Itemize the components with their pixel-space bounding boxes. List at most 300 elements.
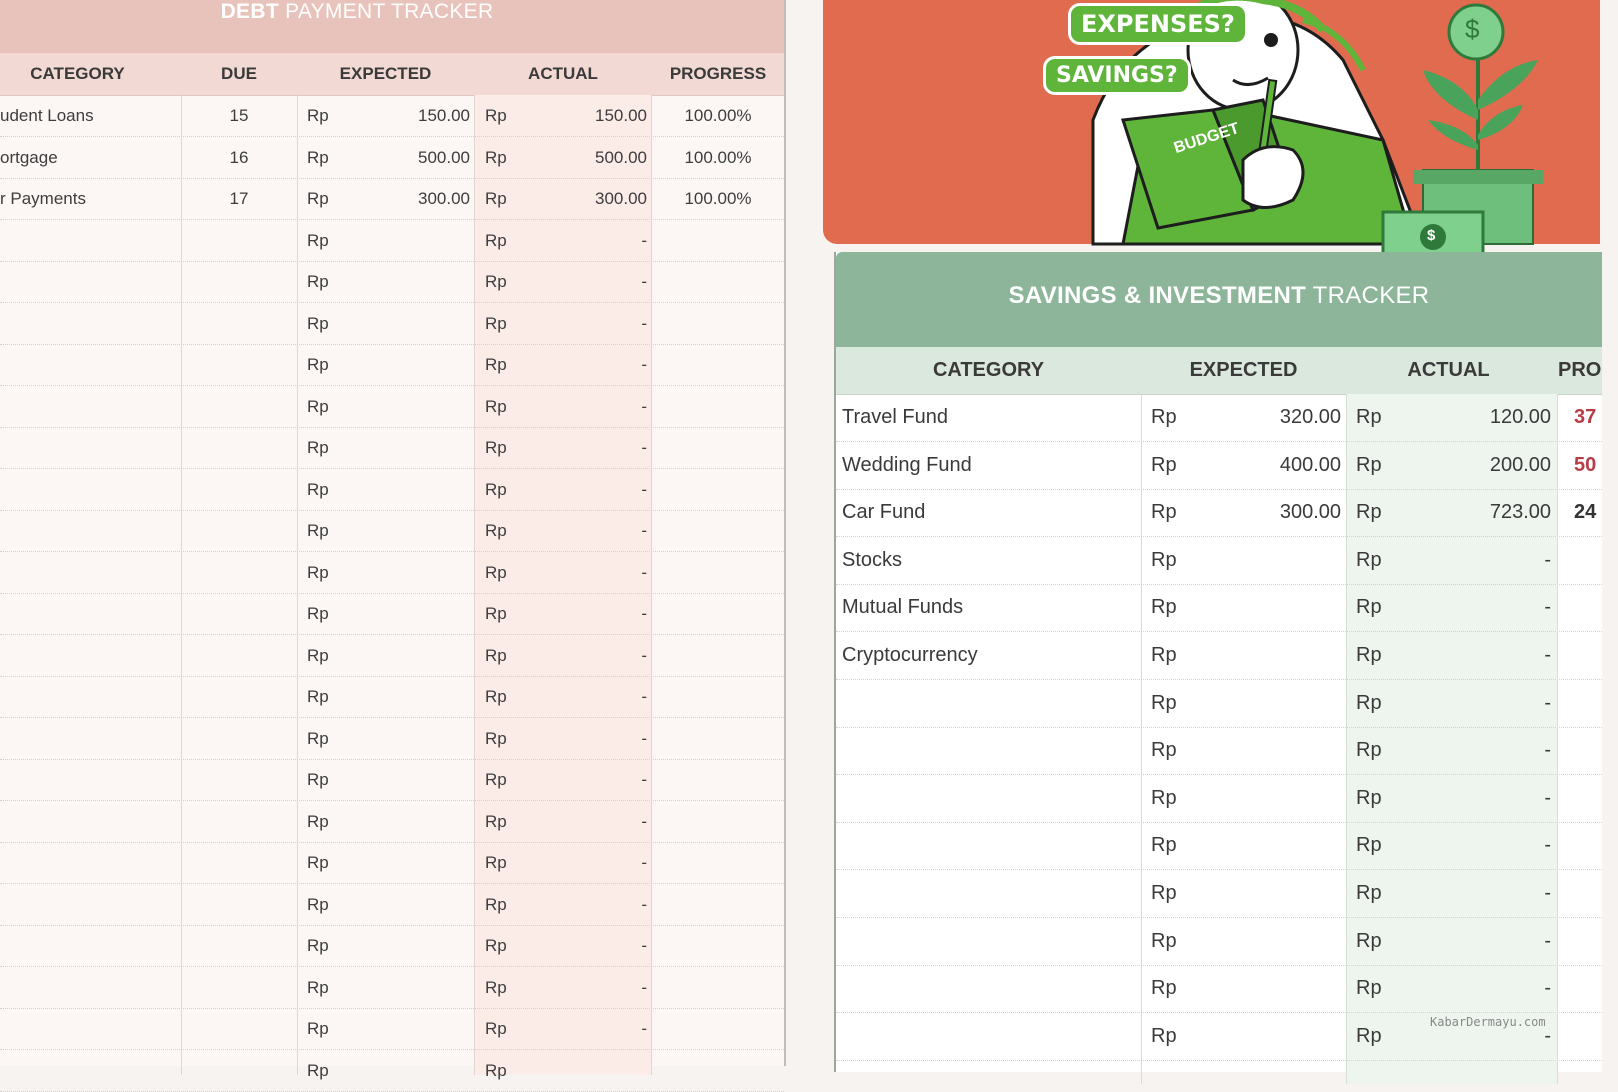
- cell-category[interactable]: [0, 759, 170, 800]
- cell-progress[interactable]: [652, 884, 784, 925]
- cell-expected[interactable]: [330, 261, 470, 302]
- header-due[interactable]: DUE: [221, 64, 257, 83]
- cell-progress[interactable]: [652, 261, 784, 302]
- cell-category[interactable]: [0, 220, 170, 261]
- cell-progress[interactable]: [1574, 1013, 1614, 1060]
- cell-currency[interactable]: Rp: [1356, 882, 1382, 904]
- cell-actual[interactable]: 150.00: [595, 106, 647, 125]
- cell-expected[interactable]: [330, 635, 470, 676]
- cell-progress[interactable]: [652, 386, 784, 427]
- cell-progress[interactable]: [652, 718, 784, 759]
- cell-currency[interactable]: Rp: [307, 396, 329, 416]
- cell-expected[interactable]: [330, 593, 470, 634]
- cell-progress[interactable]: [652, 344, 784, 385]
- cell-due[interactable]: [182, 386, 296, 427]
- cell-currency[interactable]: Rp: [485, 189, 507, 208]
- cell-progress[interactable]: [652, 510, 784, 551]
- cell-expected[interactable]: 300.00: [418, 189, 470, 208]
- cell-actual[interactable]: -: [1544, 929, 1551, 952]
- cell-expected[interactable]: [330, 1050, 470, 1091]
- cell-actual[interactable]: -: [1544, 786, 1551, 809]
- cell-due[interactable]: [182, 718, 296, 759]
- cell-category[interactable]: [0, 925, 170, 966]
- savings-title-rest: TRACKER: [1306, 282, 1430, 309]
- cell-progress[interactable]: [1574, 632, 1614, 679]
- cell-due[interactable]: [182, 344, 296, 385]
- cell-currency[interactable]: Rp: [307, 521, 329, 540]
- cell-expected[interactable]: 320.00: [1279, 406, 1341, 428]
- cell-currency[interactable]: Rp: [485, 106, 507, 125]
- cell-category[interactable]: [0, 552, 170, 593]
- cell-expected[interactable]: [1186, 965, 1341, 1012]
- cell-currency[interactable]: Rp: [485, 604, 507, 623]
- cell-progress[interactable]: [1574, 918, 1614, 965]
- cell-progress[interactable]: [652, 801, 784, 842]
- cell-currency[interactable]: Rp: [1151, 596, 1177, 619]
- cell-progress[interactable]: [652, 842, 784, 883]
- cell-due[interactable]: [182, 925, 296, 966]
- cell-expected[interactable]: [330, 344, 470, 385]
- table-row: [0, 427, 784, 469]
- column-divider: [474, 95, 475, 1075]
- cell-category[interactable]: ortgage: [0, 147, 58, 167]
- cell-currency[interactable]: Rp: [1356, 977, 1382, 1000]
- header-expected[interactable]: EXPECTED: [339, 64, 432, 83]
- cell-category[interactable]: [0, 1008, 170, 1049]
- savings-title: [836, 282, 1602, 310]
- cell-currency[interactable]: Rp: [1356, 548, 1382, 571]
- cell-category[interactable]: [0, 801, 170, 842]
- cell-currency[interactable]: Rp: [307, 355, 329, 374]
- cell-expected[interactable]: 150.00: [418, 106, 470, 125]
- cell-category[interactable]: [842, 775, 1137, 822]
- cell-actual[interactable]: -: [641, 894, 647, 914]
- cell-currency[interactable]: Rp: [485, 396, 507, 416]
- cell-category[interactable]: [0, 593, 170, 634]
- cell-expected[interactable]: [330, 386, 470, 427]
- cell-expected[interactable]: [330, 552, 470, 593]
- table-row: [0, 261, 784, 303]
- cell-progress[interactable]: [652, 552, 784, 593]
- cell-actual[interactable]: -: [641, 977, 647, 997]
- cell-category[interactable]: [0, 303, 170, 344]
- cell-currency[interactable]: Rp: [307, 438, 329, 457]
- cell-currency[interactable]: Rp: [307, 604, 329, 623]
- cell-category[interactable]: [0, 1050, 170, 1091]
- cell-progress[interactable]: [652, 303, 784, 344]
- cell-due[interactable]: [182, 967, 296, 1008]
- cell-currency[interactable]: Rp: [485, 147, 507, 167]
- cell-actual[interactable]: -: [641, 687, 647, 706]
- cell-actual[interactable]: -: [641, 811, 647, 831]
- cell-currency[interactable]: Rp: [1151, 406, 1177, 428]
- cell-currency[interactable]: Rp: [307, 479, 329, 499]
- cell-currency[interactable]: Rp: [485, 1019, 507, 1038]
- cell-category[interactable]: [0, 842, 170, 883]
- cell-progress[interactable]: [1574, 727, 1614, 774]
- cell-progress[interactable]: 50: [1574, 453, 1597, 476]
- budget-book-label: BUDGET: [1171, 120, 1242, 158]
- table-row: [836, 632, 1602, 680]
- cell-currency[interactable]: Rp: [307, 728, 329, 748]
- table-row: [0, 967, 784, 1009]
- cell-actual[interactable]: -: [1544, 1024, 1551, 1047]
- cell-category[interactable]: Travel Fund: [842, 406, 948, 428]
- cell-category[interactable]: [842, 870, 1137, 917]
- table-row: [0, 676, 784, 718]
- cell-currency[interactable]: Rp: [485, 894, 507, 914]
- dollar-coin-icon: $: [1465, 14, 1480, 44]
- cell-progress[interactable]: [652, 635, 784, 676]
- cell-currency[interactable]: Rp: [485, 977, 507, 997]
- cell-currency[interactable]: Rp: [307, 687, 329, 706]
- cell-expected[interactable]: [330, 925, 470, 966]
- cell-currency[interactable]: Rp: [1151, 739, 1177, 762]
- cell-currency[interactable]: Rp: [307, 230, 329, 250]
- cell-progress[interactable]: [1574, 584, 1614, 631]
- cell-actual[interactable]: 120.00: [1489, 406, 1551, 428]
- column-divider: [297, 95, 298, 1075]
- column-divider: [1557, 394, 1558, 1084]
- cell-expected[interactable]: [330, 801, 470, 842]
- cell-currency[interactable]: Rp: [307, 313, 329, 333]
- cell-progress[interactable]: [1574, 870, 1614, 917]
- table-row: [836, 870, 1602, 918]
- cell-category[interactable]: [842, 918, 1137, 965]
- cell-currency[interactable]: Rp: [307, 106, 329, 125]
- cell-due[interactable]: [182, 220, 296, 261]
- cell-currency[interactable]: Rp: [485, 313, 507, 333]
- cell-due[interactable]: [182, 469, 296, 510]
- cell-progress[interactable]: [1574, 775, 1614, 822]
- cell-currency[interactable]: Rp: [485, 438, 507, 457]
- cell-progress[interactable]: [1574, 965, 1614, 1012]
- cell-expected[interactable]: [330, 220, 470, 261]
- cell-expected[interactable]: [330, 967, 470, 1008]
- cell-progress[interactable]: [652, 925, 784, 966]
- cell-currency[interactable]: Rp: [485, 811, 507, 831]
- table-row: [0, 593, 784, 635]
- cell-currency[interactable]: Rp: [1151, 501, 1177, 524]
- cell-expected[interactable]: [330, 676, 470, 717]
- table-row: [0, 842, 784, 884]
- cell-currency[interactable]: Rp: [1356, 739, 1382, 762]
- table-row: [0, 344, 784, 386]
- cell-currency[interactable]: Rp: [1356, 644, 1382, 666]
- cell-actual[interactable]: -: [1544, 834, 1551, 857]
- cell-expected[interactable]: [330, 427, 470, 468]
- cell-actual[interactable]: -: [641, 853, 647, 872]
- cell-actual[interactable]: 200.00: [1489, 453, 1551, 476]
- cell-currency[interactable]: Rp: [307, 1060, 329, 1080]
- cell-due[interactable]: [182, 884, 296, 925]
- column-divider: [1346, 394, 1347, 1084]
- cell-actual[interactable]: -: [1544, 739, 1551, 762]
- debt-title-rest: PAYMENT TRACKER: [278, 0, 494, 23]
- cell-currency[interactable]: Rp: [1356, 1024, 1382, 1047]
- cell-category[interactable]: Mutual Funds: [842, 596, 964, 619]
- cell-expected[interactable]: [1186, 775, 1341, 822]
- cell-expected[interactable]: 500.00: [418, 147, 470, 167]
- cell-currency[interactable]: Rp: [1356, 691, 1382, 714]
- header-actual[interactable]: ACTUAL: [1407, 359, 1490, 381]
- cell-due[interactable]: [182, 593, 296, 634]
- cell-actual[interactable]: -: [641, 770, 647, 789]
- cell-currency[interactable]: Rp: [307, 1019, 329, 1038]
- cell-expected[interactable]: [330, 718, 470, 759]
- cell-due[interactable]: [182, 427, 296, 468]
- cell-actual[interactable]: 500.00: [595, 147, 647, 167]
- cell-category[interactable]: [0, 884, 170, 925]
- cell-progress[interactable]: [652, 1008, 784, 1049]
- cell-currency[interactable]: Rp: [1151, 644, 1177, 666]
- cell-currency[interactable]: Rp: [1151, 834, 1177, 857]
- cell-expected[interactable]: [1186, 727, 1341, 774]
- cell-actual[interactable]: -: [641, 355, 647, 374]
- cell-due[interactable]: [182, 303, 296, 344]
- cell-expected[interactable]: [1186, 870, 1341, 917]
- cell-currency[interactable]: Rp: [307, 811, 329, 831]
- cell-currency[interactable]: Rp: [1151, 977, 1177, 1000]
- cell-currency[interactable]: Rp: [485, 1060, 507, 1080]
- cell-expected[interactable]: [330, 884, 470, 925]
- cell-currency[interactable]: Rp: [485, 230, 507, 250]
- cell-currency[interactable]: Rp: [1151, 882, 1177, 904]
- cell-progress[interactable]: [1574, 537, 1614, 584]
- cell-actual[interactable]: -: [641, 645, 647, 665]
- cell-due[interactable]: [182, 552, 296, 593]
- cell-currency[interactable]: Rp: [307, 645, 329, 665]
- cell-progress[interactable]: [652, 759, 784, 800]
- cell-progress[interactable]: [652, 1050, 784, 1091]
- debt-title: [0, 0, 714, 24]
- cell-currency[interactable]: Rp: [485, 355, 507, 374]
- header-expected[interactable]: EXPECTED: [1189, 359, 1298, 381]
- cell-expected[interactable]: [1186, 822, 1341, 869]
- cell-category[interactable]: [842, 965, 1137, 1012]
- cell-currency[interactable]: Rp: [307, 853, 329, 872]
- cell-currency[interactable]: Rp: [485, 645, 507, 665]
- cell-progress[interactable]: 24: [1574, 501, 1597, 524]
- cell-progress[interactable]: [1574, 680, 1614, 727]
- cell-currency[interactable]: Rp: [1356, 929, 1382, 952]
- debt-title-bar: [0, 0, 784, 54]
- cell-actual[interactable]: -: [641, 313, 647, 333]
- cell-progress[interactable]: 37: [1574, 406, 1597, 428]
- cell-currency[interactable]: Rp: [485, 521, 507, 540]
- cell-category[interactable]: [0, 510, 170, 551]
- cell-category[interactable]: [842, 680, 1137, 727]
- cell-category[interactable]: [0, 676, 170, 717]
- cell-actual[interactable]: -: [1544, 548, 1551, 571]
- cell-category[interactable]: [0, 261, 170, 302]
- cell-expected[interactable]: [1186, 584, 1341, 631]
- cell-currency[interactable]: Rp: [307, 936, 329, 955]
- dollar-bill-icon: $: [1427, 227, 1436, 244]
- cell-actual[interactable]: -: [641, 230, 647, 250]
- cell-currency[interactable]: Rp: [485, 272, 507, 291]
- cell-actual[interactable]: -: [641, 479, 647, 499]
- header-category[interactable]: CATEGORY: [30, 64, 125, 83]
- cell-due[interactable]: [182, 635, 296, 676]
- cell-currency[interactable]: Rp: [307, 562, 329, 582]
- cell-category[interactable]: [0, 386, 170, 427]
- cell-currency[interactable]: Rp: [1151, 1024, 1177, 1047]
- cell-progress[interactable]: [652, 967, 784, 1008]
- table-row: [836, 822, 1602, 870]
- cell-category[interactable]: Wedding Fund: [842, 453, 972, 476]
- table-row: [0, 552, 784, 594]
- cell-category[interactable]: [842, 1013, 1137, 1060]
- cell-currency[interactable]: Rp: [1151, 929, 1177, 952]
- cell-category[interactable]: r Payments: [0, 189, 86, 208]
- cell-progress[interactable]: [1574, 822, 1614, 869]
- cell-due[interactable]: 17: [229, 189, 249, 208]
- cell-expected[interactable]: [1186, 632, 1341, 679]
- cell-currency[interactable]: Rp: [485, 687, 507, 706]
- table-row: [0, 884, 784, 926]
- header-category[interactable]: CATEGORY: [932, 359, 1045, 381]
- cell-expected[interactable]: [330, 303, 470, 344]
- cell-due[interactable]: 15: [229, 106, 249, 125]
- cell-progress[interactable]: 100.00%: [684, 147, 752, 167]
- cell-category[interactable]: [842, 822, 1137, 869]
- cell-progress[interactable]: [652, 676, 784, 717]
- cell-currency[interactable]: Rp: [1356, 501, 1382, 524]
- cell-actual[interactable]: -: [1544, 977, 1551, 1000]
- cell-currency[interactable]: Rp: [485, 562, 507, 582]
- cell-currency[interactable]: Rp: [1151, 691, 1177, 714]
- cell-progress[interactable]: 100.00%: [684, 189, 752, 208]
- cell-currency[interactable]: Rp: [1151, 453, 1177, 476]
- cell-due[interactable]: [182, 676, 296, 717]
- cell-currency[interactable]: Rp: [1151, 786, 1177, 809]
- watermark: KabarDermayu.com: [1430, 1015, 1546, 1029]
- cell-currency[interactable]: Rp: [307, 770, 329, 789]
- cell-currency[interactable]: Rp: [1151, 548, 1177, 571]
- cell-category[interactable]: [0, 967, 170, 1008]
- cell-due[interactable]: [182, 510, 296, 551]
- cell-currency[interactable]: Rp: [1356, 834, 1382, 857]
- cell-progress[interactable]: [652, 593, 784, 634]
- cell-currency[interactable]: Rp: [307, 189, 329, 208]
- cell-actual[interactable]: -: [641, 728, 647, 748]
- cell-actual[interactable]: -: [1544, 596, 1551, 619]
- cell-progress[interactable]: [652, 469, 784, 510]
- column-divider: [1141, 394, 1142, 1084]
- cell-category[interactable]: [0, 469, 170, 510]
- cell-due[interactable]: [182, 801, 296, 842]
- cell-expected[interactable]: [330, 469, 470, 510]
- cell-category[interactable]: [842, 727, 1137, 774]
- table-row: [0, 1050, 784, 1092]
- cell-currency[interactable]: Rp: [485, 728, 507, 748]
- cell-expected[interactable]: [1186, 680, 1341, 727]
- table-row: [0, 925, 784, 967]
- cell-actual[interactable]: -: [1544, 644, 1551, 666]
- cell-currency[interactable]: Rp: [485, 853, 507, 872]
- cell-actual[interactable]: -: [641, 521, 647, 540]
- cell-actual[interactable]: -: [641, 562, 647, 582]
- cell-actual[interactable]: 300.00: [595, 189, 647, 208]
- cell-expected[interactable]: [330, 759, 470, 800]
- table-row: [836, 727, 1602, 775]
- table-row: [0, 137, 784, 179]
- table-row: [836, 442, 1602, 490]
- cell-category[interactable]: Stocks: [842, 548, 903, 571]
- cell-actual[interactable]: -: [1544, 882, 1551, 904]
- cell-category[interactable]: [0, 718, 170, 759]
- cell-due[interactable]: [182, 759, 296, 800]
- cell-currency[interactable]: Rp: [307, 894, 329, 914]
- cell-currency[interactable]: Rp: [1356, 596, 1382, 619]
- table-row: [0, 220, 784, 262]
- cell-actual[interactable]: -: [641, 1019, 647, 1038]
- cell-currency[interactable]: Rp: [1356, 786, 1382, 809]
- header-actual[interactable]: ACTUAL: [528, 64, 598, 83]
- cell-category[interactable]: Car Fund: [842, 501, 926, 524]
- table-row: [836, 489, 1602, 537]
- table-row: [836, 394, 1602, 442]
- cell-actual[interactable]: -: [641, 396, 647, 416]
- cell-due[interactable]: [182, 261, 296, 302]
- header-progress[interactable]: PROGRESS: [669, 64, 767, 83]
- cell-expected[interactable]: 300.00: [1279, 501, 1341, 524]
- cell-due[interactable]: [182, 1008, 296, 1049]
- cell-expected[interactable]: [1186, 918, 1341, 965]
- cell-currency[interactable]: Rp: [485, 770, 507, 789]
- cell-actual[interactable]: -: [641, 936, 647, 955]
- table-row: [0, 635, 784, 677]
- cell-currency[interactable]: Rp: [307, 272, 329, 291]
- expenses-bubble-text: EXPENSES?: [1081, 10, 1235, 38]
- cell-expected[interactable]: [1186, 537, 1341, 584]
- cell-category[interactable]: [0, 635, 170, 676]
- table-row: [836, 537, 1602, 585]
- savings-title-bold: SAVINGS & INVESTMENT: [1008, 282, 1307, 309]
- cell-expected[interactable]: [1186, 1013, 1341, 1060]
- cell-actual[interactable]: -: [641, 604, 647, 623]
- cell-currency[interactable]: Rp: [1356, 406, 1382, 428]
- cell-currency[interactable]: Rp: [1356, 453, 1382, 476]
- cell-category[interactable]: [0, 427, 170, 468]
- cell-due[interactable]: [182, 842, 296, 883]
- cell-expected[interactable]: [330, 1008, 470, 1049]
- cell-actual[interactable]: [520, 1050, 647, 1091]
- cell-actual[interactable]: -: [1544, 691, 1551, 714]
- cell-progress[interactable]: [652, 427, 784, 468]
- cell-currency[interactable]: Rp: [485, 936, 507, 955]
- cell-category[interactable]: Cryptocurrency: [842, 644, 978, 666]
- table-row: [0, 801, 784, 843]
- cell-category[interactable]: [0, 344, 170, 385]
- cell-progress[interactable]: [652, 220, 784, 261]
- cell-currency[interactable]: Rp: [307, 147, 329, 167]
- cell-expected[interactable]: [330, 510, 470, 551]
- cell-due[interactable]: [182, 1050, 296, 1091]
- cell-currency[interactable]: Rp: [485, 479, 507, 499]
- header-progress[interactable]: PRO: [1558, 359, 1602, 381]
- cell-due[interactable]: 16: [229, 147, 249, 167]
- cell-expected[interactable]: 400.00: [1279, 453, 1341, 476]
- cell-actual[interactable]: -: [641, 438, 647, 457]
- cell-progress[interactable]: 100.00%: [684, 106, 752, 125]
- cell-actual[interactable]: 723.00: [1489, 501, 1551, 524]
- cell-actual[interactable]: -: [641, 272, 647, 291]
- cell-category[interactable]: udent Loans: [0, 106, 94, 125]
- cell-currency[interactable]: Rp: [307, 977, 329, 997]
- cell-expected[interactable]: [330, 842, 470, 883]
